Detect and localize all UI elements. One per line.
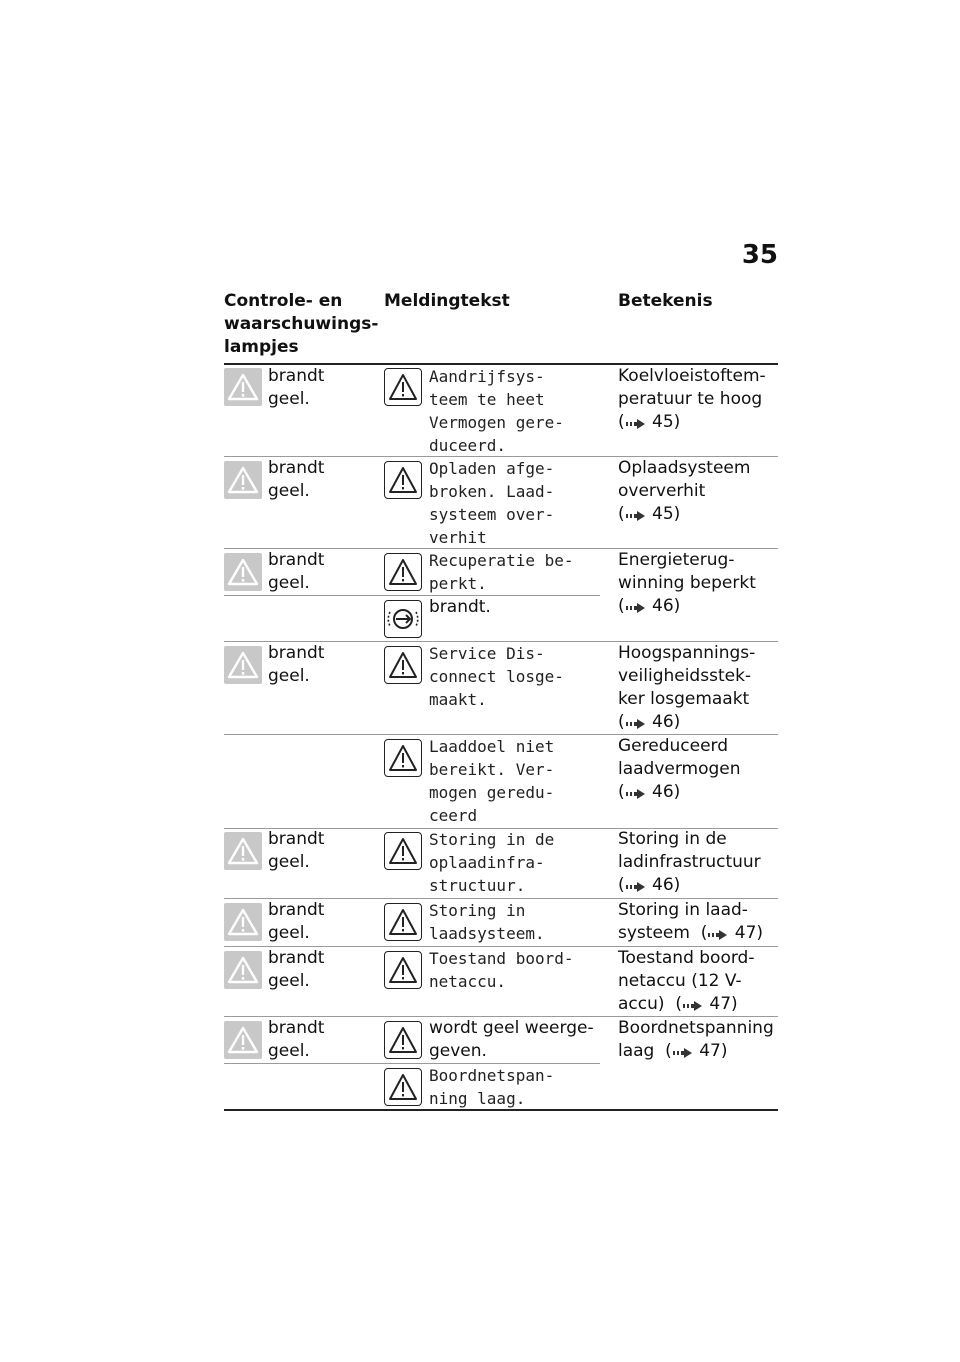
lamp-status: brandt geel. — [268, 948, 325, 991]
arrow-reference-icon — [672, 1043, 694, 1055]
page-reference[interactable]: 47) — [699, 1041, 728, 1061]
meaning-text: Toestand boord- netaccu (12 V- accu) ( 47) — [618, 948, 755, 1014]
warning-triangle-icon — [384, 368, 422, 406]
meaning-text: Storing in de ladinfrastructuur ( 46) — [618, 829, 761, 895]
warning-triangle-icon — [384, 832, 422, 870]
page-reference[interactable]: 47) — [709, 994, 738, 1014]
page-reference[interactable]: 45) — [652, 412, 681, 432]
message-text: Recuperatie be- perkt. — [429, 551, 574, 593]
warning-triangle-icon — [384, 951, 422, 989]
page-reference[interactable]: 46) — [652, 596, 681, 616]
arrow-reference-icon — [625, 506, 647, 518]
meaning-text: Koelvloeistoftem- peratuur te hoog ( 45) — [618, 366, 766, 432]
warning-triangle-icon — [384, 739, 422, 777]
meaning-text: Storing in laad- systeem ( 47) — [618, 900, 764, 943]
meaning-text: Oplaadsysteem oververhit ( 45) — [618, 458, 751, 524]
lamp-status: brandt geel. — [268, 458, 325, 501]
message-text: brandt. — [429, 597, 491, 617]
header-meaning: Betekenis — [618, 291, 713, 311]
message-text: Toestand boord- netaccu. — [429, 949, 574, 991]
message-text: Aandrijfsys- teem te heet Vermogen gere- duceerd. — [429, 367, 564, 455]
meaning-text: Boordnetspanning laag ( 47) — [618, 1018, 774, 1061]
arrow-reference-icon — [707, 925, 729, 937]
message-text: Storing in laadsysteem. — [429, 901, 545, 943]
arrow-reference-icon — [625, 714, 647, 726]
arrow-reference-icon — [682, 996, 704, 1008]
page-reference[interactable]: 47) — [734, 923, 764, 943]
message-text: Laaddoel niet bereikt. Ver- mogen geredu- ceerd — [429, 737, 555, 825]
warning-triangle-icon — [224, 646, 262, 684]
page-reference[interactable]: 46) — [652, 712, 681, 732]
warning-triangle-icon — [224, 903, 262, 941]
message-text: Storing in de oplaadinfra- structuur. — [429, 830, 555, 895]
recuperation-icon — [384, 600, 422, 638]
warning-triangle-icon — [224, 368, 262, 406]
lamp-status: brandt geel. — [268, 900, 325, 943]
warning-triangle-icon — [384, 646, 422, 684]
header-lamps: Controle- en waarschuwings- lampjes — [224, 291, 379, 357]
arrow-reference-icon — [625, 784, 647, 796]
lamp-status: brandt geel. — [268, 829, 325, 872]
warning-triangle-icon — [224, 553, 262, 591]
warning-triangle-icon — [384, 903, 422, 941]
lamp-status: brandt geel. — [268, 550, 325, 593]
warning-triangle-icon — [384, 1068, 422, 1106]
arrow-reference-icon — [625, 877, 647, 889]
page-reference[interactable]: 46) — [652, 875, 681, 895]
page-reference[interactable]: 45) — [652, 504, 681, 524]
arrow-reference-icon — [625, 414, 647, 426]
warning-triangle-icon — [384, 461, 422, 499]
warning-triangle-icon — [224, 951, 262, 989]
header-message: Meldingtekst — [384, 291, 510, 311]
meaning-text: Energieterug- winning beperkt ( 46) — [618, 550, 756, 616]
warning-triangle-icon — [224, 832, 262, 870]
message-text: Service Dis- connect losge- maakt. — [429, 644, 564, 709]
lamp-status: brandt geel. — [268, 1018, 325, 1061]
warning-triangle-icon — [384, 1021, 422, 1059]
meaning-text: Gereduceerd laadvermogen ( 46) — [618, 736, 741, 802]
meaning-text: Hoogspannings- veiligheidsstek- ker losgemaakt ( 46) — [618, 643, 756, 732]
page-number: 35 — [741, 240, 778, 270]
message-text: wordt geel weerge- geven. — [429, 1018, 594, 1061]
arrow-reference-icon — [625, 598, 647, 610]
message-text: Boordnetspan- ning laag. — [429, 1066, 555, 1108]
page-reference[interactable]: 46) — [652, 782, 681, 802]
warning-triangle-icon — [224, 461, 262, 499]
lamp-status: brandt geel. — [268, 643, 325, 686]
warning-triangle-icon — [384, 553, 422, 591]
warning-triangle-icon — [224, 1021, 262, 1059]
message-text: Opladen afge- broken. Laad- systeem over- verhit — [429, 459, 555, 547]
lamp-status: brandt geel. — [268, 366, 325, 409]
